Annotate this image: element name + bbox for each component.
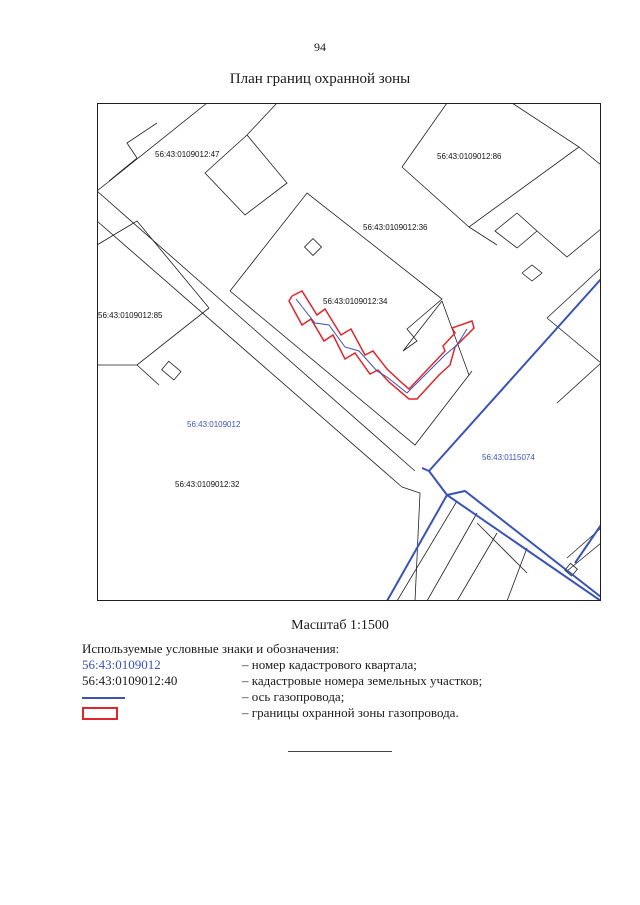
- legend-key-parcel: 56:43:0109012:40: [82, 673, 178, 688]
- parcel-label: 56:43:0109012:47: [155, 150, 220, 159]
- building-86: [495, 213, 537, 248]
- building-47: [205, 135, 287, 215]
- quarter-label: 56:43:0115074: [482, 453, 535, 462]
- legend-desc: – номер кадастрового квартала;: [242, 657, 417, 672]
- parcel-se-1: [397, 501, 457, 601]
- parcel-47-edge: [109, 158, 137, 181]
- parcel-label: 56:43:0109012:86: [437, 152, 502, 161]
- parcel-e-line: [547, 318, 601, 363]
- parcel-86-boundary: [402, 103, 579, 227]
- legend-desc: – границы охранной зоны газопровода.: [242, 705, 459, 720]
- parcel-se-3: [477, 523, 527, 573]
- building-85: [162, 361, 181, 380]
- parcel-36-ne: [537, 229, 601, 257]
- parcel-se-2: [427, 513, 477, 601]
- parcel-e-line-2: [557, 363, 601, 403]
- gas-axis-branch: [387, 495, 447, 601]
- gas-axis-east: [575, 525, 601, 563]
- legend-key-quarter: 56:43:0109012: [82, 657, 161, 672]
- parcel-47-inner: [127, 123, 157, 158]
- building-36: [305, 239, 322, 256]
- end-rule: [288, 751, 392, 752]
- map-canvas: [97, 103, 601, 601]
- page-title: План границ охранной зоны: [229, 71, 411, 87]
- gas-axis-lower: [429, 471, 601, 601]
- legend-desc: – ось газопровода;: [242, 689, 345, 704]
- parcel-se-4: [457, 533, 497, 601]
- map-frame-border: [98, 104, 601, 601]
- legend-item-gas-axis: [82, 689, 602, 705]
- legend-item-protection-zone: [82, 705, 602, 721]
- parcel-47-east: [247, 103, 277, 135]
- parcel-32-east: [402, 487, 420, 601]
- parcel-label: 56:43:0109012:32: [175, 480, 240, 489]
- street-edge-upper: [97, 191, 415, 471]
- legend-item-parcel: [82, 673, 602, 689]
- parcel-85-south: [137, 365, 159, 385]
- parcel-86-east: [579, 147, 601, 165]
- gas-axis-symbol: [82, 697, 125, 699]
- parcel-36-corner: [469, 371, 472, 375]
- legend-title: Используемые условные знаки и обозначения:: [82, 641, 340, 656]
- scale-label: Масштаб 1:1500: [291, 618, 389, 633]
- page-number: 94: [314, 40, 326, 54]
- parcel-label: 56:43:0109012:34: [323, 297, 388, 306]
- gas-axis-joint: [422, 468, 429, 471]
- parcel-85-north: [97, 221, 209, 308]
- protection-zone-symbol: [82, 707, 118, 720]
- protection-zone-axis: [296, 299, 467, 393]
- protection-zone-border: [289, 291, 474, 399]
- building-ne-small: [522, 265, 542, 281]
- quarter-label: 56:43:0109012: [187, 420, 241, 429]
- parcel-label: 56:43:0109012:36: [363, 223, 428, 232]
- parcel-36-north: [469, 227, 497, 245]
- legend-desc: – кадастровые номера земельных участков;: [242, 673, 483, 688]
- cadastral-map: [97, 103, 601, 601]
- parcel-label: 56:43:0109012:85: [98, 311, 163, 320]
- gas-axis-upper: [429, 279, 601, 471]
- protection-zone: [289, 291, 474, 399]
- gas-axis-lower-2: [447, 491, 601, 597]
- parcel-boundaries: [97, 103, 601, 601]
- legend-item-quarter: [82, 657, 602, 673]
- parcel-se-7: [567, 543, 601, 571]
